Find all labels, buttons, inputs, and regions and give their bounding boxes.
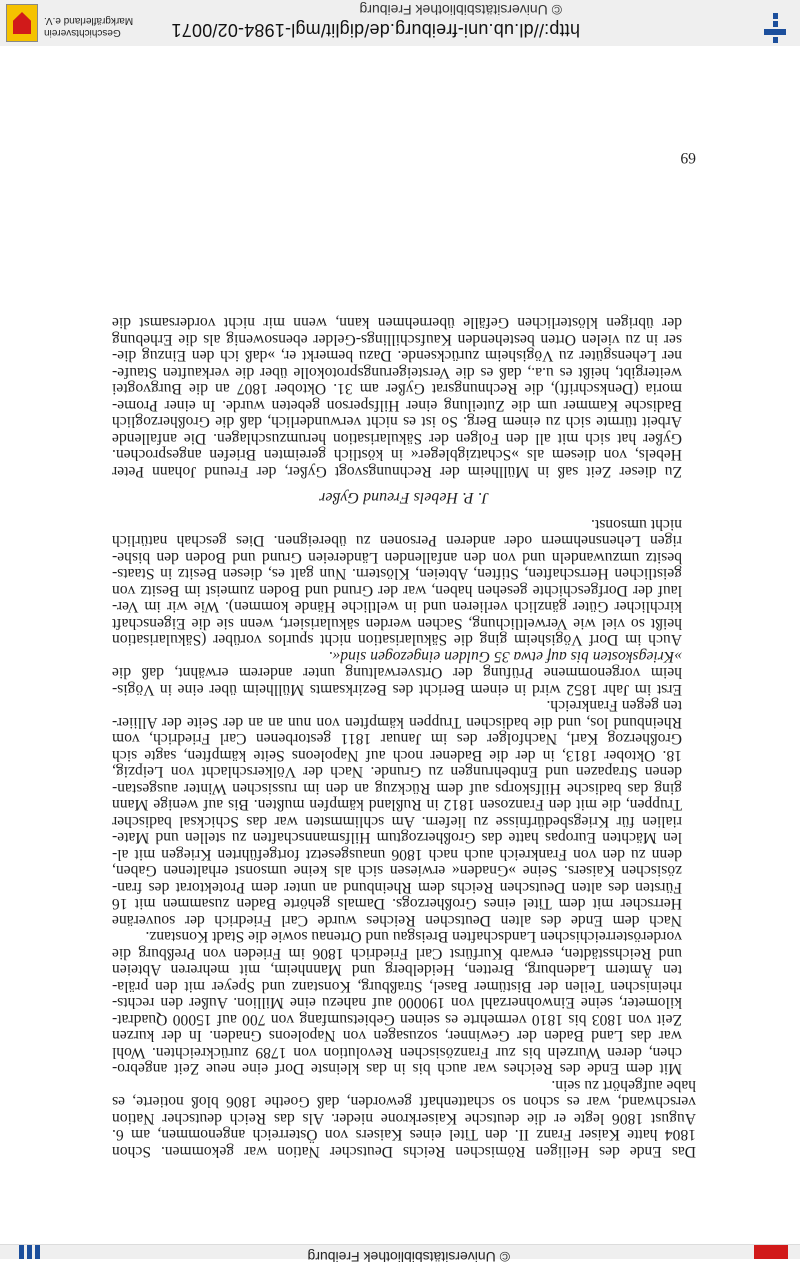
library-credit: © Universitätsbibliothek Freiburg	[359, 2, 562, 18]
text-line: verschwand, war es schon so schattenhaft geworden, daß Goethe 1806 bloß notierte, es	[112, 1093, 696, 1111]
text-line: denn zu den von Frankreich auch nach 1806 unausgesetzt fortgeführten Kriegen mit al-	[112, 846, 682, 863]
university-logo-icon	[18, 1245, 40, 1259]
text-line: Fürsten des alten Deutschen Reichs dem Rheinbund an unter dem Protektorat des fran-	[112, 879, 682, 896]
paragraph-reich-end	[112, 1077, 696, 1160]
text-line: len Mächten Europas hatte das Großherzogtum Hilfsmannschaften zu stellen und Mate-	[112, 829, 682, 847]
text-line: Hebels, von diesem als »Schatzigbleger« in köstlich gereimten Briefen angesprochen.	[112, 446, 682, 464]
document-url-link[interactable]: http://dl.ub.uni-freiburg.de/diglit/mgl-1984-02/0071	[171, 20, 580, 40]
text-line: Herrscher mit dem Titel eines Großherzogs. Damals gehörte Baden zusammen mit 16	[112, 895, 682, 913]
text-line: besitz umzuwandeln und von den anfallenden Ländereien Grund und Boden den bishe-	[112, 549, 682, 566]
page-number: 69	[680, 149, 696, 166]
text-line: der übrigen klösterlichen Gefälle übernehmen kann, wenn mir nicht vordersamst die	[112, 314, 682, 332]
text-line: Nach dem Ende des alten Deutschen Reiches wurde Carl Friedrich der souveräne	[112, 912, 682, 929]
text-line: Mit dem Ende des Reiches war auch bis in das kleinste Dorf eine neue Zeit angebro-	[112, 1060, 682, 1078]
crest-icon	[754, 1245, 788, 1259]
text-line: Auch im Dorf Vögisheim ging die Säkularisation nicht spurlos vorüber (Säkularisation	[112, 631, 682, 649]
text-line: rigen Lehensnehmern oder anderen Personen zu übereignen. Dies geschah natürlich	[112, 532, 682, 550]
text-line: 18. Oktober 1813, in der die Badener noch auf Napoleons Seite kämpften, sagte sich	[112, 747, 682, 764]
text-line: moria (Denkschrift), die Rechnungsrat Gyßer am 31. Oktober 1807 an die Burgvogtei	[112, 380, 682, 398]
text-line: rheinischen Teilen der Bistümer Basel, Straßburg, Konstanz und Speyer mit den präla-	[112, 978, 682, 995]
text-line: ner Lehensgüter zu Vögisheim zurücksende. Dazu bemerkt er, »daß ich den Einzug die-	[112, 347, 682, 365]
university-logo-icon	[764, 13, 786, 43]
text-line: heißt so viel wie Verweltlichung, Sachen werden säkularisiert, wenn sie die Eigenschaft	[112, 615, 682, 632]
section-heading: J. P. Hebels Freund Gyßer	[319, 489, 489, 507]
text-line: kirchlicher Güter gänzlich verlieren und in weltliche Hände kommen). Wie wir im Ver-	[112, 598, 682, 616]
text-line: Truppen, die mit den Franzosen 1812 in Rußland kämpfen mußten. Bis auf wenige Mann	[112, 796, 682, 814]
text-line: habe aufgehört zu sein.	[551, 1077, 696, 1094]
text-line: lauf der Dorfgeschichte gesehen haben, war der Grund und Boden zumeist im Besitz von	[112, 582, 682, 599]
viewer-footer-bar	[0, 0, 800, 46]
text-line: Großherzog Karl, Nachfolger des im Januar 1811 gestorbenen Carl Friedrich, vom	[112, 730, 682, 748]
text-line: war das Land Baden der Gewinner, sozusagen von Napoleons Gnaden. In der kurzen	[112, 1027, 682, 1045]
text-line: zösischen Kaisers. Seine »Gnaden« erwiesen sich als keine umsonst erhaltenen Gaben,	[112, 862, 682, 880]
paragraph-baden-gains	[112, 928, 696, 1077]
text-line: denen Strapazen und Entbehrungen zu Grunde. Nach der Völkerschlacht von Leipzig,	[112, 763, 682, 781]
text-line: Gyßer hat sich mit all den Folgen der Säkularisation herumzuschlagen. Die anfallende	[112, 430, 682, 447]
text-line: kilometer, seine Einwohnerzahl von 190000 auf nahezu eine Million. Außer den rechts-	[112, 994, 682, 1012]
society-region: Markgräflerland e.V.	[44, 15, 134, 26]
text-line: ten gegen Frankreich.	[546, 697, 682, 715]
text-line: ging das badische Hilfskorps auf dem Rückzug an den im russischen Winter ausgestan-	[112, 780, 682, 797]
text-line: geistlichen Herrschaften, Stiften, Abteien, Klöstern. Nun galt es, diesen Besitz in Staats-	[112, 565, 682, 583]
text-line: 1804 hatte Kaiser Franz II. den Titel eines Kaisers von Österreich angenommen, am 6.	[112, 1126, 696, 1144]
text-line: vorderösterreichischen Landschaften Breisgau und Ortenau sowie die Stadt Konstanz.	[145, 928, 682, 946]
society-name: Geschichtsverein	[44, 27, 121, 38]
paragraph-gysser	[112, 314, 696, 479]
paragraph-war-costs	[112, 648, 696, 698]
text-line: und Reichsstädten, erwarb Kurfürst Carl Friedrich 1806 im Frieden von Preßburg die	[112, 945, 682, 962]
text-line: heim vorgenommene Prüfung der Ortsverwaltung unter anderem erwähnt, daß die	[112, 664, 682, 682]
top-library-credit: © Universitätsbibliothek Freiburg	[307, 1249, 510, 1265]
paragraph-grand-duchy	[112, 697, 696, 928]
paragraph-secularisation	[112, 516, 696, 648]
text-line: Zu dieser Zeit saß in Müllheim der Rechnungsvogt Gyßer, der Freund Johann Peter	[112, 463, 682, 480]
text-line: Badische Kammer um die Zuteilung einer Hilfsperson gebeten wurde. In einer Prome-	[112, 397, 682, 414]
text-line: ser in zu vielen Orten bestehenden Kaufschillings-Gelder ebensowenig als die Erhebung	[112, 331, 682, 348]
text-line: rialien für Kriegsbedürfnisse zu liefern. Am schlimmsten war das Schicksal badischer	[112, 813, 682, 830]
viewer-top-bar	[0, 1244, 800, 1265]
text-line: Arbeit türmte sich zu einem Berg. So ist es nicht verwunderlich, daß die Großherzoglich	[112, 413, 682, 431]
text-line: weitergibt, heißt es u.a., daß es die Versteigerungsprotokolle über die verkauften Staufe-	[112, 364, 682, 381]
text-line: chen, deren Wurzeln bis zur Französischen Revolution von 1789 zurückreichten. Wohl	[112, 1044, 682, 1061]
society-credit	[44, 14, 133, 38]
text-line: nicht umsonst.	[591, 516, 682, 533]
text-line: Das Ende des Heiligen Römischen Reichs Deutscher Nation war gekommen. Schon	[112, 1143, 696, 1160]
text-line: Erst im Jahr 1852 wird in einem Bericht des Bezirksamts Müllheim über eine in Vögis-	[112, 681, 682, 698]
text-line: »Kriegskosten bis auf etwa 35 Gulden eingezogen sind«.	[328, 648, 682, 665]
text-line: ten Ämtern Ladenburg, Bretten, Heidelberg und Mannheim, mit mehreren Abteien	[112, 961, 682, 979]
document-body	[112, 314, 696, 1159]
text-line: Rheinbund los, und die badischen Truppen kämpften von nun an an der Seite der Alliier-	[112, 714, 682, 731]
text-line: August 1806 legte er die deutsche Kaiserkrone nieder. Als das Reich deutscher Nation	[112, 1110, 696, 1127]
text-line: Zeit von 1803 bis 1810 vermehrte es seinen Gebietsumfang von 700 auf 15000 Quadrat-	[112, 1011, 682, 1028]
crest-icon	[6, 4, 38, 42]
